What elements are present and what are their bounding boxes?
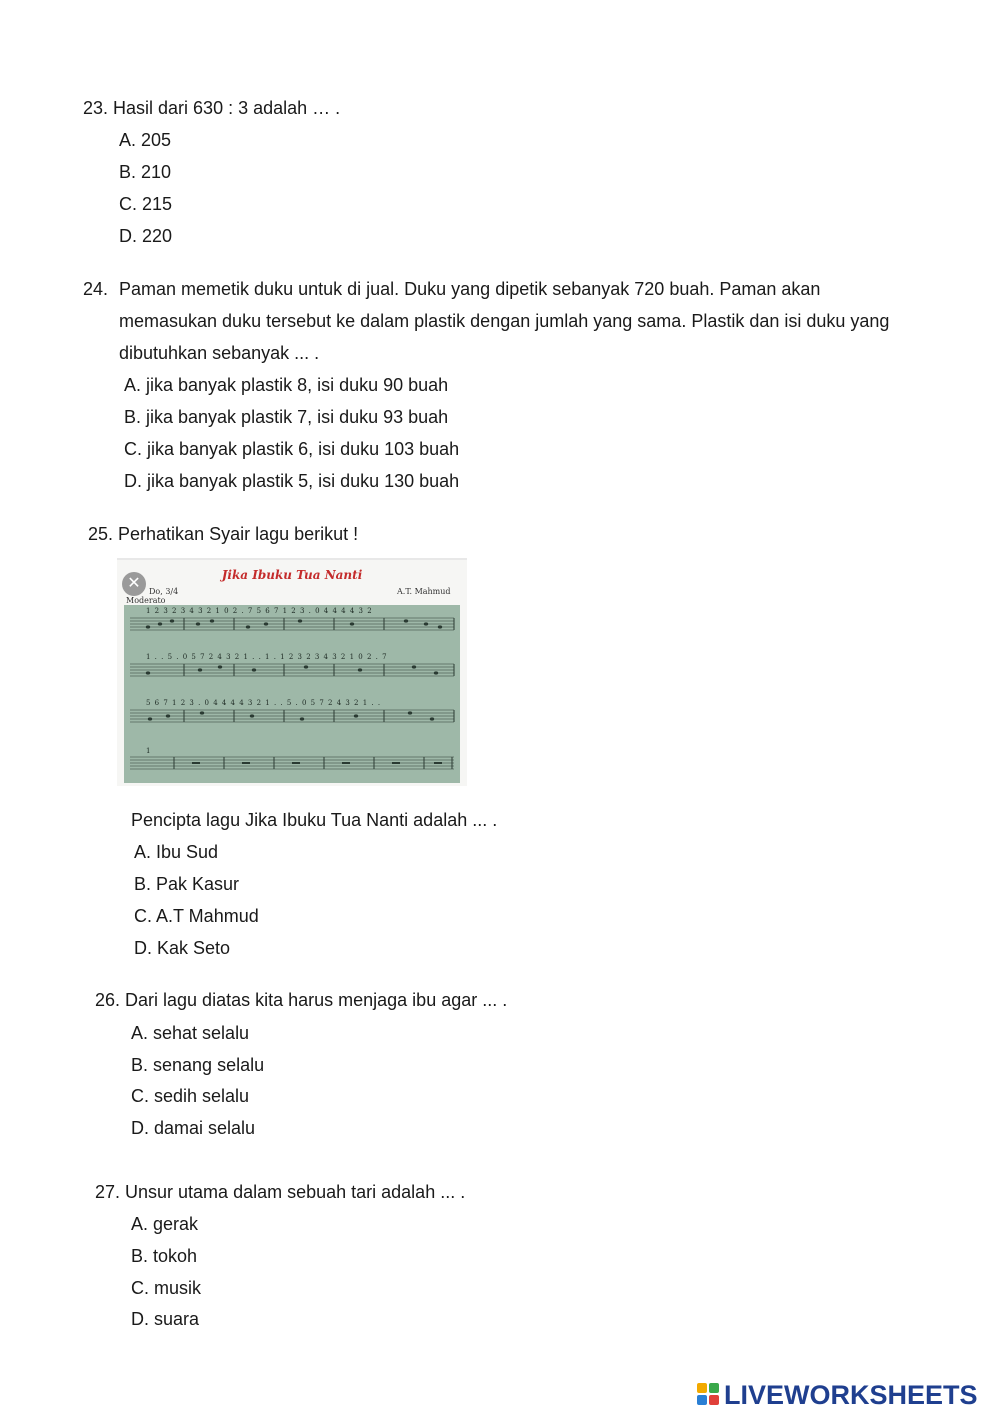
question-25-option-a[interactable]: A. Ibu Sud: [134, 842, 219, 862]
question-23-option-c[interactable]: C. 215: [119, 194, 173, 214]
question-26-text: 26. Dari lagu diatas kita harus menjaga ibu agar ... .: [95, 990, 508, 1010]
question-25-option-c[interactable]: C. A.T Mahmud: [134, 906, 259, 926]
question-24-number: 24.: [83, 279, 109, 299]
song-sheet-image: [117, 558, 467, 786]
notation-line-2: 1 . . 5 . 0 5 7 2 4 3 2 1 . . 1 . 1 2 3 2 3 4 3 2 1 0 2 . 7: [146, 653, 388, 661]
question-26-option-a[interactable]: A. sehat selalu: [131, 1023, 250, 1043]
question-23-option-b[interactable]: B. 210: [119, 162, 172, 182]
question-23-text: 23. Hasil dari 630 : 3 adalah … .: [83, 98, 341, 118]
question-24-option-a[interactable]: A. jika banyak plastik 8, isi duku 90 buah: [124, 375, 449, 395]
song-key: Do, 3/4: [149, 587, 179, 596]
logo-grid-icon: [697, 1383, 721, 1407]
question-25-option-d[interactable]: D. Kak Seto: [134, 938, 231, 958]
notation-line-1: 1 2 3 2 3 4 3 2 1 0 2 . 7 5 6 7 1 2 3 . 0 4 4 4 4 3 2: [146, 607, 373, 615]
music-staff: [124, 605, 460, 783]
song-composer: A.T. Mahmud: [397, 587, 451, 596]
question-27-option-a[interactable]: A. gerak: [131, 1214, 199, 1234]
question-27-option-c[interactable]: C. musik: [131, 1278, 202, 1298]
question-27-option-d[interactable]: D. suara: [131, 1309, 200, 1329]
question-27-text: 27. Unsur utama dalam sebuah tari adalah ... .: [95, 1182, 466, 1202]
question-24-option-d[interactable]: D. jika banyak plastik 5, isi duku 130 buah: [124, 471, 460, 491]
question-26-option-c[interactable]: C. sedih selalu: [131, 1086, 250, 1106]
song-tempo: Moderato: [126, 596, 166, 605]
close-icon[interactable]: ✕: [122, 572, 146, 596]
question-26-option-d[interactable]: D. damai selalu: [131, 1118, 256, 1138]
question-27-option-b[interactable]: B. tokoh: [131, 1246, 198, 1266]
logo-text: LIVEWORKSHEETS: [724, 1379, 978, 1410]
song-title: Jika Ibuku Tua Nanti: [221, 568, 363, 582]
liveworksheets-logo[interactable]: [697, 1380, 978, 1410]
question-24-line-3: dibutuhkan sebanyak ... .: [119, 343, 320, 363]
question-24-option-b[interactable]: B. jika banyak plastik 7, isi duku 93 buah: [124, 407, 449, 427]
staff-lines-graphic: [124, 605, 460, 783]
notation-line-3: 5 6 7 1 2 3 . 0 4 4 4 4 3 2 1 . . 5 . 0 5 7 2 4 3 2 1 . .: [146, 699, 382, 707]
question-24-option-c[interactable]: C. jika banyak plastik 6, isi duku 103 buah: [124, 439, 460, 459]
question-23-option-d[interactable]: D. 220: [119, 226, 173, 246]
question-25-text: 25. Perhatikan Syair lagu berikut !: [88, 524, 359, 544]
question-26-option-b[interactable]: B. senang selalu: [131, 1055, 265, 1075]
notation-line-4: 1: [146, 747, 151, 755]
question-23-option-a[interactable]: A. 205: [119, 130, 172, 150]
question-25-option-b[interactable]: B. Pak Kasur: [134, 874, 240, 894]
question-24-line-2: memasukan duku tersebut ke dalam plastik dengan jumlah yang sama. Plastik dan isi duku yang: [119, 311, 890, 331]
question-24-line-1: Paman memetik duku untuk di jual. Duku yang dipetik sebanyak 720 buah. Paman akan: [119, 279, 821, 299]
question-25-prompt: Pencipta lagu Jika Ibuku Tua Nanti adalah ... .: [131, 810, 498, 830]
